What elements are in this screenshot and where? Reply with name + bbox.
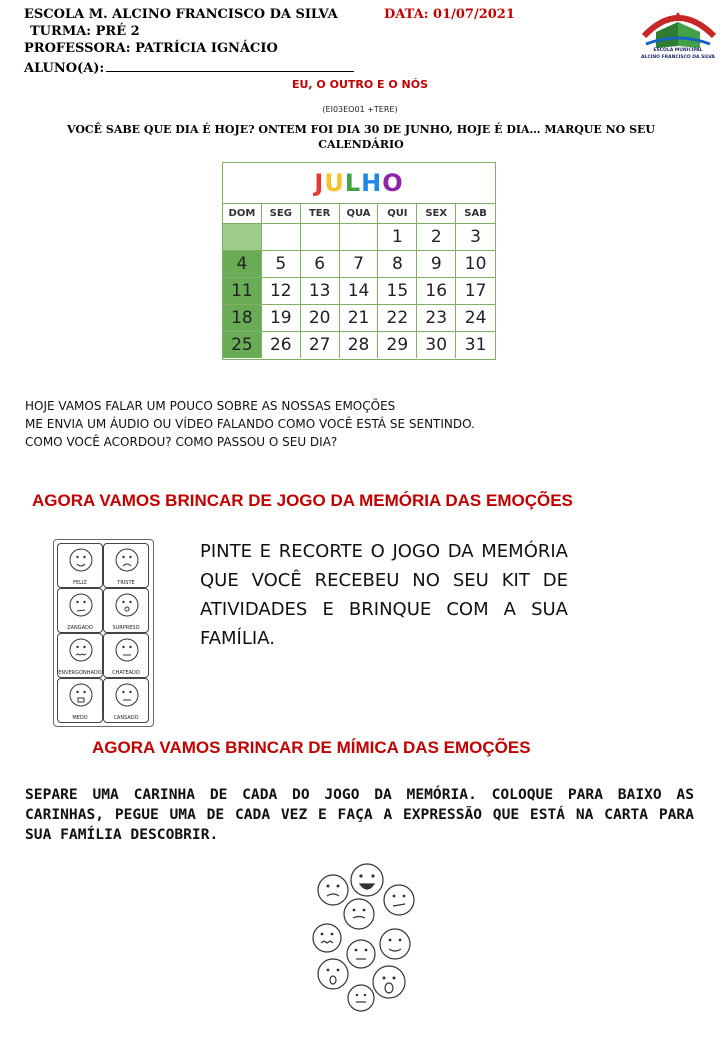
- calendar-day-cell[interactable]: 7: [340, 250, 379, 277]
- student-name-line: [106, 59, 354, 72]
- memory-game-text: PINTE E RECORTE O JOGO DA MEMÓRIA QUE VOCÊ RECEBEU NO SEU KIT DE ATIVIDADES E BRINQUE COM A SUA FAMÍLIA.: [200, 541, 568, 649]
- calendar-month-letter: J: [314, 169, 325, 197]
- calendar-day-cell[interactable]: 16: [417, 277, 456, 304]
- emotion-face-icon: [69, 683, 93, 707]
- calendar-day-cell[interactable]: 25: [223, 331, 262, 358]
- memory-game-title: AGORA VAMOS BRINCAR DE JOGO DA MEMÓRIA DAS EMOÇÕES: [32, 491, 573, 510]
- school-name: ESCOLA M. ALCINO FRANCISCO DA SILVA: [24, 7, 338, 22]
- calendar-day-cell[interactable]: [301, 223, 340, 250]
- memory-card-label: MEDO: [72, 715, 88, 721]
- memory-card: [57, 633, 103, 678]
- memory-card-label: ENVERGONHADO: [58, 670, 102, 676]
- calendar: [222, 162, 496, 360]
- calendar-weekday-row: [223, 203, 495, 223]
- calendar-day-cell[interactable]: 19: [262, 304, 301, 331]
- skill-code: (EI03EO01 +TERE): [322, 105, 398, 114]
- school-logo: [636, 2, 720, 64]
- calendar-day-cell[interactable]: 4: [223, 250, 262, 277]
- calendar-week-row: [223, 223, 495, 250]
- calendar-day-cell[interactable]: 14: [340, 277, 379, 304]
- calendar-month-letter: H: [361, 169, 383, 197]
- calendar-weekday: SEX: [417, 203, 456, 223]
- memory-card-label: SURPRESO: [112, 625, 140, 631]
- emotion-faces-icon: [305, 862, 417, 1014]
- calendar-week-row: [223, 331, 495, 358]
- calendar-day-cell[interactable]: 24: [456, 304, 495, 331]
- emotion-faces-image: [305, 862, 417, 1014]
- calendar-day-cell[interactable]: 3: [456, 223, 495, 250]
- memory-card-label: ZANGADO: [67, 625, 93, 631]
- calendar-day-cell[interactable]: 17: [456, 277, 495, 304]
- class-label: TURMA: PRÉ 2: [30, 24, 140, 39]
- calendar-day-cell[interactable]: 28: [340, 331, 379, 358]
- calendar-week-row: [223, 250, 495, 277]
- intro-line-1: HOJE VAMOS FALAR UM POUCO SOBRE AS NOSSAS EMOÇÕES: [25, 399, 396, 413]
- calendar-month: [223, 163, 495, 203]
- calendar-day-cell[interactable]: 29: [378, 331, 417, 358]
- calendar-day-cell[interactable]: 20: [301, 304, 340, 331]
- calendar-weekday: DOM: [223, 203, 262, 223]
- logo-letters: E.M.A.F.S: [655, 4, 701, 12]
- emotion-face-icon: [69, 638, 93, 662]
- calendar-weekday: SEG: [262, 203, 301, 223]
- calendar-day-cell[interactable]: 21: [340, 304, 379, 331]
- calendar-day-cell[interactable]: [223, 223, 262, 250]
- mime-game-title: AGORA VAMOS BRINCAR DE MÍMICA DAS EMOÇÕES: [92, 738, 531, 757]
- intro-line-3: COMO VOCÊ ACORDOU? COMO PASSOU O SEU DIA?: [25, 435, 338, 449]
- emotion-face-icon: [115, 638, 139, 662]
- memory-card: [103, 633, 149, 678]
- calendar-day-cell[interactable]: 1: [378, 223, 417, 250]
- calendar-day-cell[interactable]: 23: [417, 304, 456, 331]
- intro-line-2: ME ENVIA UM ÁUDIO OU VÍDEO FALANDO COMO VOCÊ ESTÁ SE SENTINDO.: [25, 417, 475, 431]
- student-label: ALUNO(A):: [24, 61, 105, 76]
- calendar-week-row: [223, 277, 495, 304]
- calendar-day-cell[interactable]: 22: [378, 304, 417, 331]
- calendar-weekday: QUA: [340, 203, 379, 223]
- calendar-day-cell[interactable]: 18: [223, 304, 262, 331]
- emotion-face-icon: [115, 593, 139, 617]
- mime-game-text: SEPARE UMA CARINHA DE CADA DO JOGO DA MEMÓRIA. COLOQUE PARA BAIXO AS CARINHAS, PEGUE UMA DE CADA VEZ E FAÇA A EXPRESSÃO QUE ESTÁ NA CARTA PARA SUA FAMÍLIA DESCOBRIR.: [25, 786, 694, 843]
- memory-card: [103, 543, 149, 588]
- emotion-face-icon: [115, 548, 139, 572]
- calendar-grid: [223, 203, 495, 358]
- calendar-day-cell[interactable]: 10: [456, 250, 495, 277]
- date: DATA: 01/07/2021: [384, 7, 515, 22]
- memory-card: [103, 588, 149, 633]
- calendar-day-cell[interactable]: 13: [301, 277, 340, 304]
- calendar-day-cell[interactable]: 11: [223, 277, 262, 304]
- emotion-face-icon: [115, 683, 139, 707]
- question: VOCÊ SABE QUE DIA É HOJE? ONTEM FOI DIA 30 DE JUNHO, HOJE É DIA… MARQUE NO SEU CALENDÁRIO: [66, 123, 656, 151]
- calendar-day-cell[interactable]: 27: [301, 331, 340, 358]
- teacher-label: PROFESSORA: PATRÍCIA IGNÁCIO: [24, 41, 278, 56]
- calendar-month-letter: O: [382, 169, 404, 197]
- calendar-day-cell[interactable]: 5: [262, 250, 301, 277]
- calendar-day-cell[interactable]: 2: [417, 223, 456, 250]
- calendar-day-cell[interactable]: [262, 223, 301, 250]
- calendar-day-cell[interactable]: 6: [301, 250, 340, 277]
- memory-card: [57, 678, 103, 723]
- student-field: [24, 59, 354, 76]
- memory-card-label: CHATEADO: [112, 670, 140, 676]
- memory-card-label: TRISTE: [117, 580, 135, 586]
- calendar-day-cell[interactable]: 9: [417, 250, 456, 277]
- calendar-day-cell[interactable]: 15: [378, 277, 417, 304]
- memory-cards-grid: [57, 543, 150, 723]
- logo-line1: ESCOLA MUNICIPAL: [653, 48, 703, 53]
- calendar-month-letter: U: [324, 169, 345, 197]
- memory-card-label: CANSADO: [113, 715, 139, 721]
- emotion-face-icon: [69, 548, 93, 572]
- calendar-day-cell[interactable]: 31: [456, 331, 495, 358]
- calendar-day-cell[interactable]: 8: [378, 250, 417, 277]
- calendar-weekday: TER: [301, 203, 340, 223]
- logo-line2: ALCINO FRANCISCO DA SILVA: [641, 55, 715, 60]
- calendar-day-cell[interactable]: [340, 223, 379, 250]
- emotion-face-icon: [69, 593, 93, 617]
- calendar-weekday: QUI: [378, 203, 417, 223]
- memory-card-label: FELIZ: [73, 580, 87, 586]
- memory-game-cards-image: [53, 539, 154, 727]
- memory-card: [57, 588, 103, 633]
- calendar-week-row: [223, 304, 495, 331]
- subtitle: EU, O OUTRO E O NÓS: [291, 78, 429, 91]
- calendar-day-cell[interactable]: 30: [417, 331, 456, 358]
- calendar-weekday: SAB: [456, 203, 495, 223]
- calendar-day-cell[interactable]: 26: [262, 331, 301, 358]
- calendar-day-cell[interactable]: 12: [262, 277, 301, 304]
- calendar-month-letter: L: [344, 169, 362, 197]
- memory-card: [57, 543, 103, 588]
- memory-card: [103, 678, 149, 723]
